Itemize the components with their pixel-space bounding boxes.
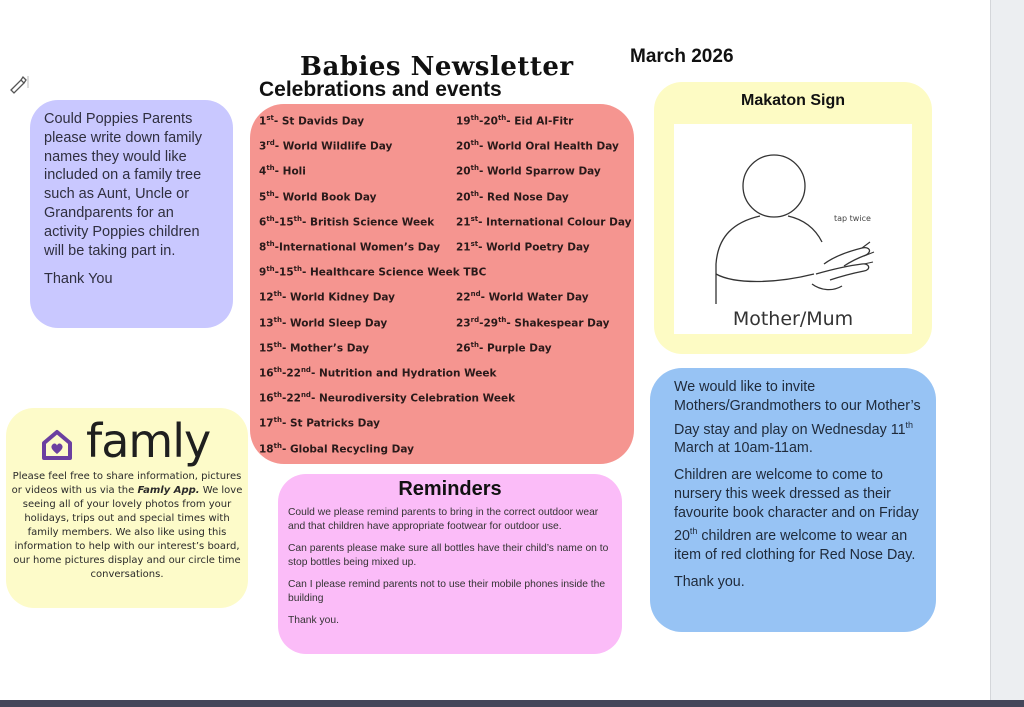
- event-item: [259, 316, 387, 330]
- event-sup: th: [266, 240, 275, 248]
- event-name: - World Oral Health Day: [478, 140, 619, 153]
- event-day2: -15: [274, 266, 294, 279]
- event-name: - Holi: [274, 165, 306, 178]
- event-item: [456, 114, 573, 128]
- event-day: 19: [456, 115, 471, 128]
- event-day: 16: [259, 367, 274, 380]
- reminder-item: Can I please remind parents not to use their mobile phones inside the building: [288, 579, 606, 604]
- famly-logo: [36, 414, 226, 474]
- invite-paragraph-1: [674, 378, 924, 458]
- event-item: [259, 164, 306, 178]
- event-day: 26: [456, 342, 471, 355]
- famly-house-icon: [40, 428, 74, 462]
- invite-signoff: Thank you.: [674, 573, 745, 590]
- event-day: 20: [456, 165, 471, 178]
- event-sup: th: [470, 164, 479, 173]
- event-sup: rd: [470, 315, 480, 324]
- event-day: 15: [259, 342, 274, 355]
- makaton-instruction: tap twice: [834, 214, 871, 223]
- newsletter-month: March 2026: [630, 46, 734, 67]
- event-day: 6: [259, 216, 267, 229]
- makaton-sign-word: Mother/Mum: [732, 308, 854, 330]
- makaton-card: [674, 124, 912, 334]
- event-day2: -15: [274, 216, 294, 229]
- event-name: - Eid Al-Fitr: [506, 115, 574, 128]
- event-day: 8: [259, 241, 267, 254]
- event-sup: th: [273, 416, 282, 425]
- event-item: [259, 215, 434, 229]
- event-day: 9: [259, 266, 267, 279]
- event-item: [259, 114, 364, 128]
- event-day: 18: [259, 443, 274, 456]
- newsletter-subtitle: Celebrations and events: [259, 78, 502, 101]
- event-day: 12: [259, 291, 274, 304]
- event-sup: th: [273, 366, 282, 374]
- event-name: - St Patricks Day: [281, 417, 380, 430]
- event-sup2: th: [497, 114, 507, 122]
- famly-text-part2: We love seeing all of your lovely photos from your holidays, trips out and special times with family members. We also like using this information to help with our interest’s board, our home pictures display and our circle time conversations.: [13, 485, 243, 580]
- makaton-title: Makaton Sign: [740, 92, 845, 109]
- event-sup2: nd: [300, 391, 311, 400]
- event-name: - World Water Day: [480, 291, 589, 304]
- famly-logo-text: famly: [86, 414, 211, 468]
- famly-box: [6, 408, 248, 608]
- makaton-box: [654, 82, 932, 354]
- event-item: [259, 391, 515, 405]
- event-day: 20: [456, 140, 471, 153]
- event-item: [259, 366, 497, 380]
- event-sup: th: [266, 265, 275, 274]
- reminders-signoff: Thank you.: [288, 615, 339, 626]
- event-name: - World Book Day: [274, 191, 377, 204]
- event-sup2: th: [498, 315, 507, 324]
- event-day2: -20: [478, 115, 498, 128]
- event-sup: st: [470, 240, 479, 248]
- event-item: [259, 240, 440, 254]
- event-day: 21: [456, 241, 471, 254]
- event-day: 13: [259, 317, 274, 330]
- invite-text: children are welcome to wear an item of red clothing for Red Nose Day.: [674, 528, 916, 563]
- event-item: [456, 139, 619, 153]
- event-item: [259, 190, 376, 204]
- pen-cursor-icon: [8, 74, 30, 94]
- event-name: -International Women’s Day: [274, 241, 441, 254]
- event-name: - Neurodiversity Celebration Week: [310, 392, 516, 405]
- reminders-title: Reminders: [398, 478, 502, 500]
- reminders-box: [278, 474, 622, 654]
- invite-text: Children are welcome to come to nursery this week dressed as their favourite book character and on Friday 20: [674, 466, 919, 545]
- event-sup: th: [470, 340, 479, 349]
- event-item: [456, 164, 601, 178]
- event-item: [456, 215, 631, 229]
- event-day: 23: [456, 317, 471, 330]
- newsletter-title: Babies Newsletter: [300, 52, 574, 82]
- event-sup: th: [273, 340, 282, 349]
- reminder-item: Can parents please make sure all bottles have their child’s name on to stop bottles being mixed up.: [288, 543, 609, 568]
- event-item: [456, 290, 589, 304]
- event-item: [259, 442, 414, 456]
- event-name: - St Davids Day: [273, 115, 365, 128]
- makaton-sign-illustration: [674, 124, 912, 304]
- event-name: - British Science Week: [301, 216, 435, 229]
- parents-note-box: [30, 100, 233, 328]
- famly-text-part1: Please feel free to share information, pictures or videos with us via the: [11, 471, 242, 496]
- event-name: - World Poetry Day: [478, 241, 590, 254]
- event-item: [259, 139, 392, 153]
- event-day2: -22: [281, 392, 301, 405]
- event-name: - Red Nose Day: [478, 191, 569, 204]
- event-sup: th: [273, 290, 282, 299]
- event-sup: rd: [266, 139, 275, 148]
- event-name: - World Sparrow Day: [478, 165, 601, 178]
- event-sup: st: [470, 214, 479, 223]
- event-sup: th: [266, 189, 275, 198]
- event-day: 20: [456, 191, 471, 204]
- event-day: 5: [259, 191, 267, 204]
- event-name: - Healthcare Science Week TBC: [301, 266, 487, 279]
- event-name: - Mother’s Day: [281, 342, 370, 355]
- event-day2: -29: [479, 317, 499, 330]
- parents-note-signoff: Thank You: [44, 271, 113, 288]
- event-item: [259, 416, 380, 430]
- invite-paragraph-2: [674, 466, 924, 565]
- event-item: [456, 240, 590, 254]
- window-bottom-edge: [0, 700, 1024, 707]
- event-sup: st: [266, 114, 274, 122]
- invite-text: March at 10am-11am.: [674, 440, 813, 457]
- invite-text: We would like to invite Mothers/Grandmothers to our Mother’s Day stay and play on Wednesday 11: [674, 379, 921, 438]
- famly-app-name: Famly App.: [137, 485, 200, 496]
- famly-text: [10, 470, 244, 582]
- event-sup: th: [470, 189, 479, 198]
- event-name: - Nutrition and Hydration Week: [310, 367, 497, 380]
- event-sup: nd: [470, 290, 481, 299]
- event-name: - Purple Day: [478, 342, 552, 355]
- event-sup2: th: [293, 265, 302, 274]
- event-sup: th: [266, 164, 275, 173]
- event-sup: th: [470, 114, 479, 122]
- invite-sup: th: [905, 419, 914, 430]
- event-day: 17: [259, 417, 274, 430]
- event-item: [259, 341, 369, 355]
- event-sup2: th: [293, 214, 302, 223]
- event-day: 16: [259, 392, 274, 405]
- event-day: 21: [456, 216, 471, 229]
- event-sup: th: [273, 391, 282, 400]
- event-name: - Global Recycling Day: [281, 443, 414, 456]
- event-name: - World Kidney Day: [281, 291, 396, 304]
- event-day: 22: [456, 291, 471, 304]
- invite-box: [650, 368, 936, 632]
- event-item: [456, 190, 569, 204]
- event-day: 1: [259, 115, 267, 128]
- events-box: [250, 104, 634, 464]
- event-name: - International Colour Day: [478, 216, 632, 229]
- reminder-item: Could we please remind parents to bring in the correct outdoor wear and that children have appropriate footwear for outdoor use.: [288, 507, 599, 532]
- event-sup: th: [470, 139, 479, 148]
- window-right-edge: [990, 0, 1024, 707]
- event-name: - World Sleep Day: [281, 317, 388, 330]
- event-sup: th: [273, 315, 282, 324]
- event-sup2: nd: [300, 366, 311, 374]
- event-item: [259, 290, 395, 304]
- event-name: - Shakespear Day: [506, 317, 610, 330]
- invite-sup: th: [689, 526, 698, 537]
- event-item: [456, 341, 552, 355]
- parents-note-body: Could Poppies Parents please write down family names they would like included on a family tree such as Aunt, Uncle or Grandparents for an activity Poppies children will be taking part in.: [44, 111, 202, 259]
- event-sup: th: [266, 214, 275, 223]
- event-day2: -22: [281, 367, 301, 380]
- event-day: 4: [259, 165, 267, 178]
- event-sup: th: [273, 441, 282, 450]
- event-name: - World Wildlife Day: [274, 140, 393, 153]
- event-item: [456, 316, 610, 330]
- event-day: 3: [259, 140, 267, 153]
- event-item: [259, 265, 486, 279]
